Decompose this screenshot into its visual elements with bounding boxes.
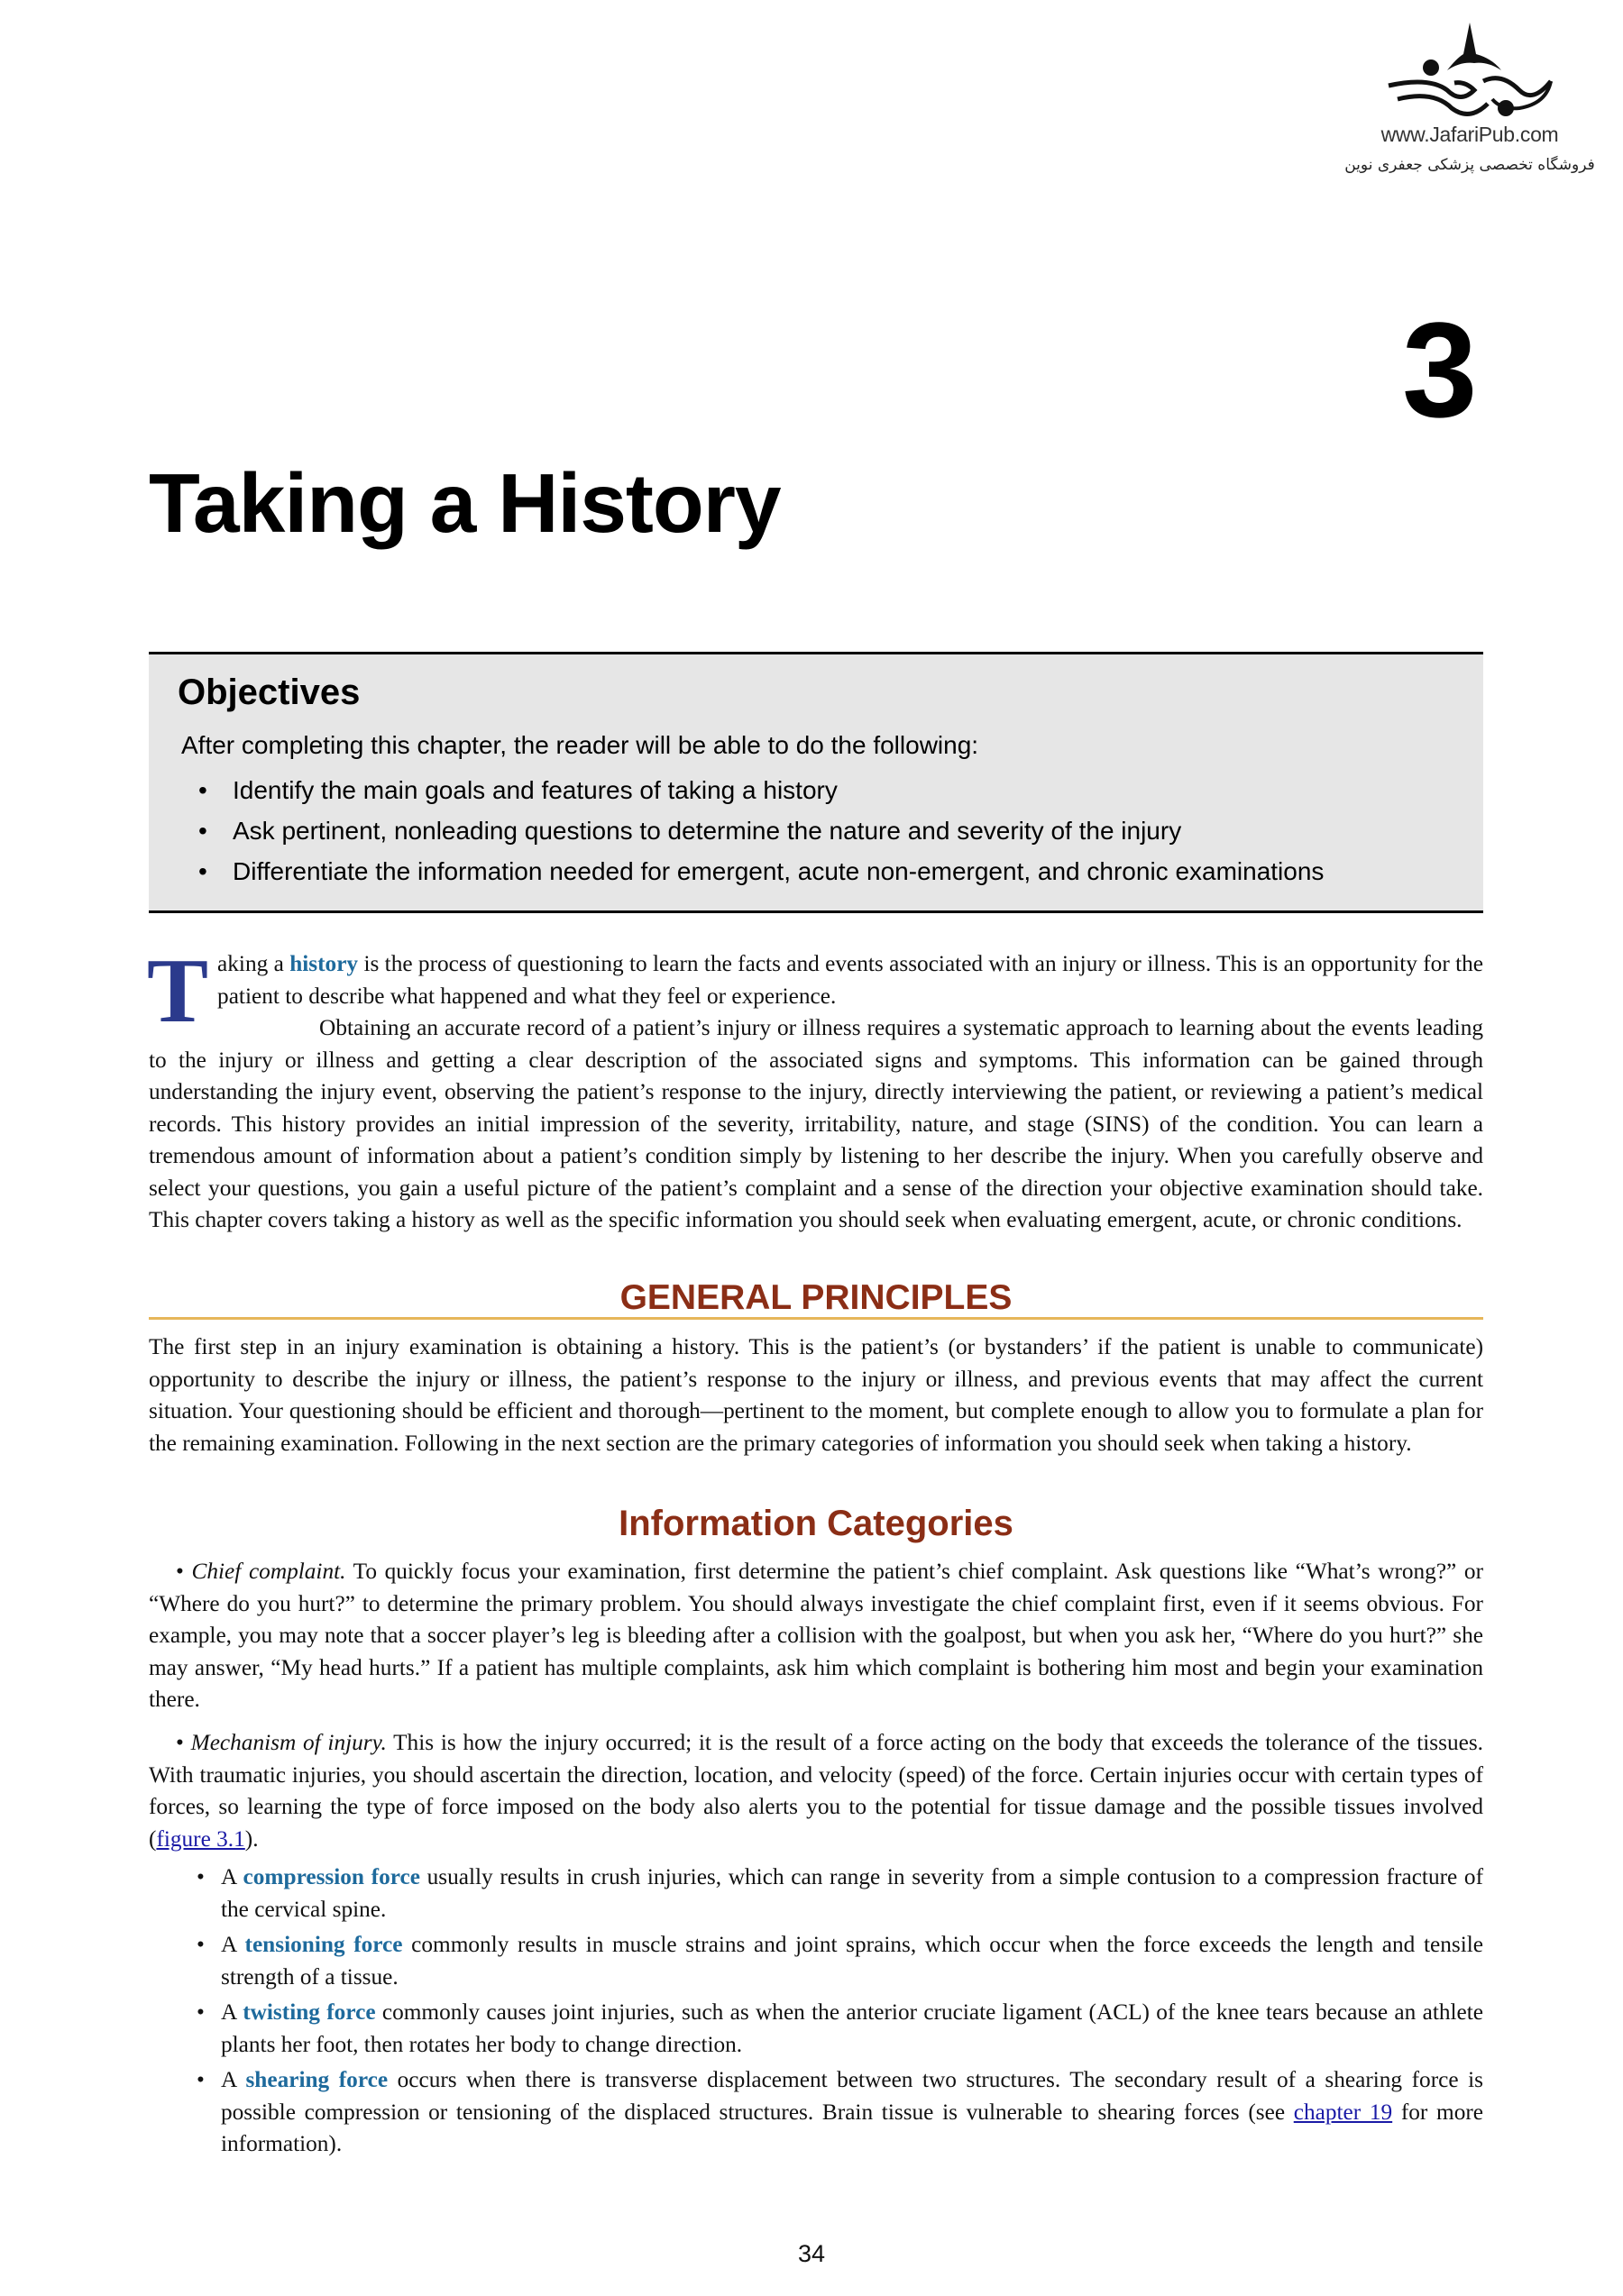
page-number: 34 — [797, 2240, 826, 2267]
general-principles-paragraph: The first step in an injury examination is obtaining a history. This is the patient’s (or bystanders’ if the patient is unable to communicate) opportunity to describe the injury or illness, the patient’s response to the injury or illness, and previous events that may affect the current situation. Your questioning should be efficient and thorough—pertinent to the moment, but complete enough to allow you to formulate a plan for the remaining examination. Following in the next section are the primary categories of information you should seek when taking a history. — [149, 1334, 1483, 1456]
section-heading-general-principles: GENERAL PRINCIPLES — [619, 1278, 1013, 1317]
force-text: commonly causes joint injuries, such as when the anterior cruciate ligament (ACL) of the knee tears because an athlete plants her foot, then rotates her body to change direction. — [221, 1999, 1484, 2057]
force-item-twisting — [197, 1997, 1483, 2061]
force-text: usually results in crush injuries, which can range in severity from a simple contusion to a compression fracture of the cervical spine. — [221, 1864, 1484, 1922]
objective-item: • Identify the main goals and features of taking a history — [198, 770, 1324, 810]
force-item-compression — [197, 1861, 1483, 1926]
dropcap-letter: T — [147, 940, 209, 1042]
mechanism-text: This is how the injury occurred; it is the result of a force acting on the body that exceeds the tolerance of the tissues. With traumatic injuries, you should ascertain the direction, location, and velocity (speed) of the force. Certain injuries occur with certain types of forces, so learning the type of force imposed on the body also alerts you to the potential for tissue damage and the possible tissues involved ( — [149, 1730, 1483, 1852]
chief-complaint-item — [149, 1556, 1483, 1716]
keyword-tensioning-force: tensioning force — [244, 1932, 403, 1957]
chief-complaint-text: To quickly focus your examination, first determine the patient’s chief complaint. Ask questions like “What’s wrong?” or “Where do you hurt?” to determine the primary problem. You should always investigate the chief complaint first, even if it seems obvious. For example, you may note that a soccer player’s leg is bleeding after a collision with the goalpost, but when you ask her, “Where do you hurt?” she may answer, “My head hurts.” If a patient has multiple complaints, ask him which complaint is bothering him most and begin your examination there. — [149, 1559, 1483, 1712]
mechanism-paragraph — [149, 1727, 1483, 1855]
figure-3-1-link[interactable]: figure 3.1 — [156, 1825, 245, 1852]
article: A — [221, 1932, 245, 1957]
term-mechanism-of-injury: Mechanism of injury. — [190, 1730, 387, 1755]
force-item-tensioning — [197, 1929, 1483, 1993]
intro-text: is the process of questioning to learn the facts and events associated with an injury or illness. This is an opportunity for the patient to describe what happened and what they feel or experience. — [217, 951, 1483, 1009]
objectives-list — [198, 770, 1324, 892]
mechanism-of-injury-item — [149, 1727, 1483, 1855]
force-item-shearing — [197, 2064, 1483, 2161]
chapter-title: Taking a History — [149, 456, 781, 550]
keyword-shearing-force: shearing force — [245, 2067, 389, 2092]
mechanism-text-end: ). — [244, 1825, 259, 1852]
section-divider — [149, 1317, 1483, 1320]
article: A — [221, 1999, 243, 2025]
objective-item: • Ask pertinent, nonleading questions to determine the nature and severity of the injury — [198, 810, 1324, 851]
keyword-twisting-force: twisting force — [243, 1999, 376, 2025]
force-text-end: for more information). — [221, 2099, 1483, 2156]
intro-paragraph-1 — [147, 940, 1483, 1042]
section-heading-information-categories: Information Categories — [619, 1504, 1013, 1543]
force-text: commonly results in muscle strains and joint sprains, which occur when the force exceeds the length and tensile strength of a tissue. — [221, 1932, 1483, 1990]
force-types-list — [197, 1861, 1483, 2164]
term-chief-complaint: Chief complaint. — [191, 1559, 346, 1584]
chief-complaint-paragraph — [149, 1556, 1483, 1716]
objectives-intro: After completing this chapter, the reader will be able to do the following: — [181, 731, 979, 759]
chapter-number: 3 — [1402, 294, 1478, 445]
intro-text: aking a — [217, 951, 290, 976]
intro-paragraph-2: Obtaining an accurate record of a patient’s injury or illness requires a systematic approach to learning about the events leading to the injury or illness and getting a clear description of the associated signs and symptoms. This information can be gained through understanding the injury event, observing the patient’s response to the injury, directly interviewing the patient, or reviewing a patient’s medical records. This history provides an initial impression of the severity, irritability, nature, and stage (SINS) of the condition. You can learn a tremendous amount of information about a patient’s condition simply by listening to her describe the injury. When you carefully observe and select your questions, you gain a useful picture of the patient’s complaint and a sense of the direction your objective examination should take. This chapter covers taking a history as well as the specific information you should seek when evaluating emergent, acute, or chronic conditions. — [149, 1015, 1483, 1232]
keyword-compression-force: compression force — [243, 1864, 420, 1889]
publisher-url: www.JafariPub.com — [1380, 123, 1559, 146]
bullet: • — [176, 1559, 184, 1584]
general-principles-section — [149, 1331, 1483, 1459]
objective-item: • Differentiate the information needed for emergent, acute non-emergent, and chronic examinations — [198, 851, 1324, 892]
force-text: occurs when there is transverse displacement between two structures. The secondary result of a shearing force is possible compression or tensioning of the displaced structures. Brain tissue is vulnerable to shearing forces (see — [221, 2067, 1484, 2125]
article: A — [221, 1864, 243, 1889]
publisher-logo — [1325, 18, 1614, 189]
bullet: • — [176, 1730, 184, 1755]
jafari-calligraphy-logo-icon — [1375, 18, 1564, 126]
objectives-box — [149, 652, 1483, 913]
objectives-heading: Objectives — [178, 672, 361, 712]
keyword-history: history — [289, 951, 359, 976]
publisher-tagline: فروشگاه تخصصی پزشکی جعفری نوین — [1344, 156, 1595, 174]
article: A — [221, 2067, 246, 2092]
intro-section — [147, 940, 1483, 1237]
chapter-19-link[interactable]: chapter 19 — [1293, 2099, 1393, 2125]
